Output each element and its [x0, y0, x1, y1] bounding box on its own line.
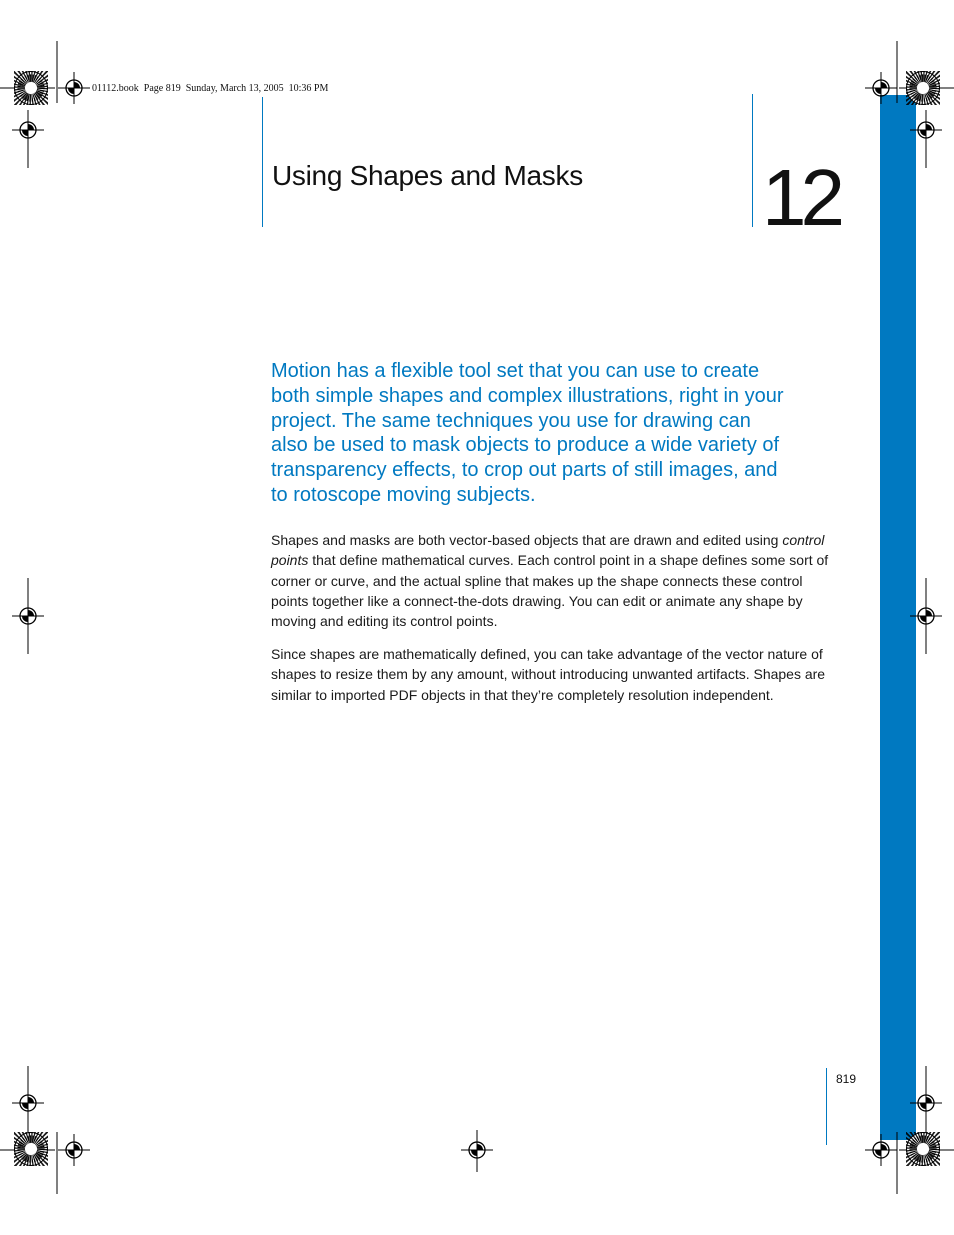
starburst-target-icon	[14, 1132, 48, 1166]
chapter-title: Using Shapes and Masks	[272, 160, 583, 191]
registration-mark-icon	[865, 72, 897, 104]
registration-mark-icon	[865, 1134, 897, 1166]
starburst-target-icon	[14, 71, 48, 105]
registration-mark-icon	[910, 1087, 942, 1119]
starburst-target-icon	[906, 71, 940, 105]
registration-mark-icon	[910, 600, 942, 632]
intro-paragraph: Motion has a flexible tool set that you can use to create both simple shapes and complex illustrations, right in your project. The same techniques you use for drawing can also be used to mask objects to produce a wide variety of transparency effects, to crop out parts of still images, and to rotoscope moving subjects.	[271, 360, 784, 506]
registration-mark-icon	[58, 1134, 90, 1166]
registration-mark-icon	[58, 72, 90, 104]
chapter-number: 12	[762, 153, 839, 242]
page-number: 819	[836, 1072, 857, 1086]
registration-mark-icon	[12, 600, 44, 632]
term-control-points: control points	[271, 532, 825, 569]
registration-mark-icon	[12, 114, 44, 146]
registration-mark-icon	[12, 1087, 44, 1119]
registration-mark-icon	[910, 114, 942, 146]
print-slug: 01112.book Page 819 Sunday, March 13, 2005 10:36 PM	[92, 83, 329, 94]
registration-mark-icon	[461, 1134, 493, 1166]
starburst-target-icon	[906, 1132, 940, 1166]
body-paragraph-1: Shapes and masks are both vector-based objects that are drawn and edited using control points that define mathematical curves. Each control point in a shape defines some sort of corner or curve, and the actual spline that makes up the shape connects these control points together like a connect-the-dots drawing. You can edit or animate any shape by moving and editing its control points.	[271, 532, 829, 630]
body-paragraph-2: Since shapes are mathematically defined, you can take advantage of the vector nature of shapes to resize them by any amount, without introducing unwanted artifacts. Shapes are similar to imported PDF objects in that they’re completely resolution independent.	[271, 646, 826, 703]
